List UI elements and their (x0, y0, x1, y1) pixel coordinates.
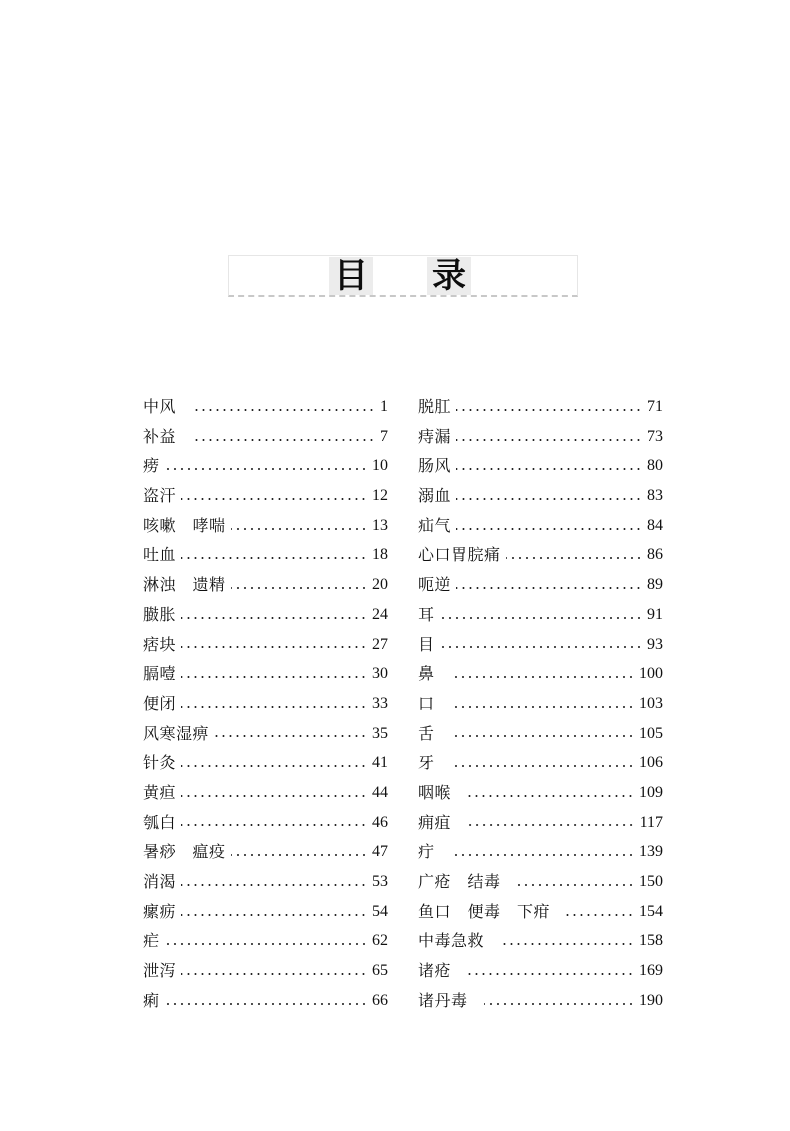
dot-leader (181, 795, 367, 797)
toc-entry-label: 咽喉 (418, 782, 452, 802)
dot-leader (181, 765, 367, 767)
toc-entry-page: 89 (647, 576, 663, 594)
toc-entry-page: 117 (639, 813, 663, 831)
toc-entry-page: 91 (647, 605, 663, 623)
toc-entry (418, 808, 663, 838)
toc-entry-label: 口 (418, 693, 435, 713)
toc-entry (143, 600, 388, 630)
toc-entry-page: 47 (372, 843, 388, 861)
dot-leader (181, 646, 367, 648)
toc-entry-page: 103 (639, 694, 663, 712)
toc-entry-label: 中毒急救 (418, 931, 485, 951)
toc-entry-page: 53 (372, 873, 388, 890)
toc-entry (418, 511, 663, 541)
toc-entry-label: 便闭 (143, 693, 177, 713)
toc-entry-page: 1 (380, 398, 388, 415)
toc-entry-label: 心口胃脘痛 (418, 545, 501, 565)
dot-leader (456, 468, 642, 470)
toc-entry (143, 956, 388, 986)
dot-leader (456, 409, 642, 411)
toc-entry (418, 570, 663, 600)
toc-entry (418, 600, 663, 630)
toc-entry-page: 80 (647, 457, 663, 475)
dot-leader (451, 706, 634, 708)
toc-entry-label: 暑痧 瘟疫 (143, 842, 226, 862)
toc-entry (418, 540, 663, 570)
toc-entry (143, 659, 388, 689)
toc-entry-label: 呃逆 (418, 575, 452, 595)
toc-entry-page: 190 (639, 991, 663, 1009)
toc-column-left (143, 392, 388, 1015)
toc-entry-page: 158 (639, 932, 663, 950)
toc-entry (418, 630, 663, 660)
toc-entry-label: 中风 (143, 397, 177, 416)
dot-leader (440, 646, 642, 648)
dot-leader (192, 409, 375, 411)
toc-entry (418, 392, 663, 422)
toc-entry-label: 风寒湿痹 (143, 723, 210, 743)
toc-entry-label: 诸疮 (418, 961, 452, 981)
dot-leader (456, 439, 642, 441)
toc-entry-label: 鱼口 便毒 下疳 (418, 901, 551, 921)
toc-entry-label: 痞块 (143, 634, 177, 654)
toc-entry-page: 13 (372, 516, 388, 534)
toc-entry-page: 20 (372, 576, 388, 594)
toc-entry-label: 膈噎 (143, 664, 177, 684)
toc-entry (418, 837, 663, 867)
toc-entry-page: 44 (372, 783, 388, 801)
dot-leader (440, 617, 642, 619)
toc-entry-label: 溺血 (418, 486, 452, 506)
toc-entry-label: 瘰疬 (143, 901, 177, 921)
toc-entry (418, 986, 663, 1016)
toc-entry (143, 392, 388, 422)
toc-entry-label: 吐血 (143, 545, 177, 565)
dot-leader (165, 943, 367, 945)
toc-entry-page: 93 (647, 635, 663, 653)
toc-entry-label: 针灸 (143, 753, 177, 773)
toc-entry-page: 35 (372, 724, 388, 742)
toc-entry-label: 盗汗 (143, 486, 177, 506)
toc-entry-page: 169 (639, 962, 663, 980)
toc-entry-label: 痔漏 (418, 426, 452, 446)
toc-entry (143, 867, 388, 897)
toc-entry-page: 12 (372, 487, 388, 505)
toc-entry-page: 30 (372, 665, 388, 683)
toc-entry (418, 748, 663, 778)
toc-entry-label: 痨 (143, 456, 160, 476)
toc-entry (418, 422, 663, 452)
toc-entry (143, 451, 388, 481)
toc-entry-page: 10 (372, 457, 388, 475)
toc-entry-page: 83 (647, 487, 663, 505)
toc-column-right (418, 392, 663, 1015)
toc-entry-page: 71 (647, 398, 663, 415)
dot-leader (214, 735, 367, 737)
toc-entry-page: 33 (372, 694, 388, 712)
toc-entry (143, 511, 388, 541)
toc-entry-label: 诸丹毒 (418, 990, 468, 1010)
dot-leader (165, 468, 367, 470)
toc-entry-page: 27 (372, 635, 388, 653)
toc-entry-page: 86 (647, 546, 663, 564)
toc-entry (143, 986, 388, 1016)
toc-entry (418, 956, 663, 986)
dot-leader (467, 795, 634, 797)
toc-entry-page: 65 (372, 962, 388, 980)
dot-leader (451, 854, 634, 856)
dot-leader (231, 528, 367, 530)
toc-entry-page: 18 (372, 546, 388, 564)
toc-entry-label: 疝气 (418, 515, 452, 535)
toc-entry-label: 臌胀 (143, 604, 177, 624)
toc-entry-page: 150 (639, 873, 663, 890)
toc-entry (418, 719, 663, 749)
toc-entry-label: 鼻 (418, 664, 435, 684)
toc-entry-page: 7 (380, 427, 388, 445)
toc-entry-label: 淋浊 遗精 (143, 575, 226, 595)
toc-entry (143, 778, 388, 808)
toc-entry-page: 66 (372, 991, 388, 1009)
toc-entry-label: 泄泻 (143, 961, 177, 981)
toc-entry (418, 659, 663, 689)
dot-leader (456, 498, 642, 500)
dot-leader (181, 676, 367, 678)
toc-entry-page: 24 (372, 605, 388, 623)
toc-entry (143, 689, 388, 719)
dot-leader (181, 824, 367, 826)
dot-leader (467, 824, 635, 826)
dot-leader (181, 498, 367, 500)
toc-entry (418, 897, 663, 927)
dot-leader (467, 973, 634, 975)
toc-entry (418, 451, 663, 481)
toc-entry-page: 73 (647, 427, 663, 445)
toc-entry (143, 570, 388, 600)
toc-entry-label: 广疮 结毒 (418, 872, 501, 891)
toc-entry-label: 肠风 (418, 456, 452, 476)
toc-entry (418, 481, 663, 511)
dot-leader (484, 1003, 634, 1005)
dot-leader (231, 854, 367, 856)
toc-entry (143, 719, 388, 749)
dot-leader (192, 439, 375, 441)
heading-char-mu: 目 (329, 257, 373, 295)
toc-entry-page: 41 (372, 754, 388, 772)
toc-entry-label: 舌 (418, 723, 435, 743)
toc-entry-label: 目 (418, 634, 435, 654)
toc-entry (143, 422, 388, 452)
toc-entry-page: 100 (639, 665, 663, 683)
toc-entry (143, 808, 388, 838)
toc-entry-label: 痢 (143, 990, 160, 1010)
toc-entry-page: 139 (639, 843, 663, 861)
dot-leader (165, 1003, 367, 1005)
dot-leader (451, 765, 634, 767)
toc-entry (143, 748, 388, 778)
dot-leader (500, 943, 634, 945)
heading-char-lu: 录 (427, 257, 471, 295)
toc-entry (143, 837, 388, 867)
dot-leader (181, 914, 367, 916)
toc-entry (143, 897, 388, 927)
toc-entry-label: 黄疸 (143, 782, 177, 802)
dot-leader (181, 557, 367, 559)
toc-entry-label: 瓠白 (143, 812, 177, 832)
toc-entry-label: 牙 (418, 753, 435, 773)
toc-entry-label: 消渴 (143, 872, 177, 891)
toc-entry-label: 脱肛 (418, 397, 452, 416)
dot-leader (181, 884, 367, 886)
dot-leader (456, 587, 642, 589)
toc-entry-page: 105 (639, 724, 663, 742)
toc-entry (418, 926, 663, 956)
dot-leader (451, 676, 634, 678)
toc-entry-page: 109 (639, 783, 663, 801)
toc-entry-page: 62 (372, 932, 388, 950)
toc-entry (418, 689, 663, 719)
toc-entry (143, 540, 388, 570)
toc-entry (143, 481, 388, 511)
toc-entry (418, 778, 663, 808)
toc-entry (143, 630, 388, 660)
toc-entry-page: 106 (639, 754, 663, 772)
toc-entry-page: 154 (639, 902, 663, 920)
dot-leader (181, 617, 367, 619)
dot-leader (517, 884, 634, 886)
toc-entry-label: 补益 (143, 426, 177, 446)
dot-leader (231, 587, 367, 589)
dot-leader (181, 973, 367, 975)
toc-entry-label: 咳嗽 哮喘 (143, 515, 226, 535)
dot-leader (181, 706, 367, 708)
toc-entry-page: 46 (372, 813, 388, 831)
toc-entry-label: 疟 (143, 931, 160, 951)
dot-leader (566, 914, 634, 916)
toc-entry-page: 54 (372, 902, 388, 920)
dot-leader (456, 528, 642, 530)
toc-entry (143, 926, 388, 956)
toc-entry-label: 疔 (418, 842, 435, 862)
toc-entry-page: 84 (647, 516, 663, 534)
dot-leader (506, 557, 642, 559)
dot-leader (451, 735, 634, 737)
toc-entry-label: 痈疽 (418, 812, 452, 832)
toc-entry (418, 867, 663, 897)
toc-heading (228, 255, 578, 297)
toc-entry-label: 耳 (418, 604, 435, 624)
